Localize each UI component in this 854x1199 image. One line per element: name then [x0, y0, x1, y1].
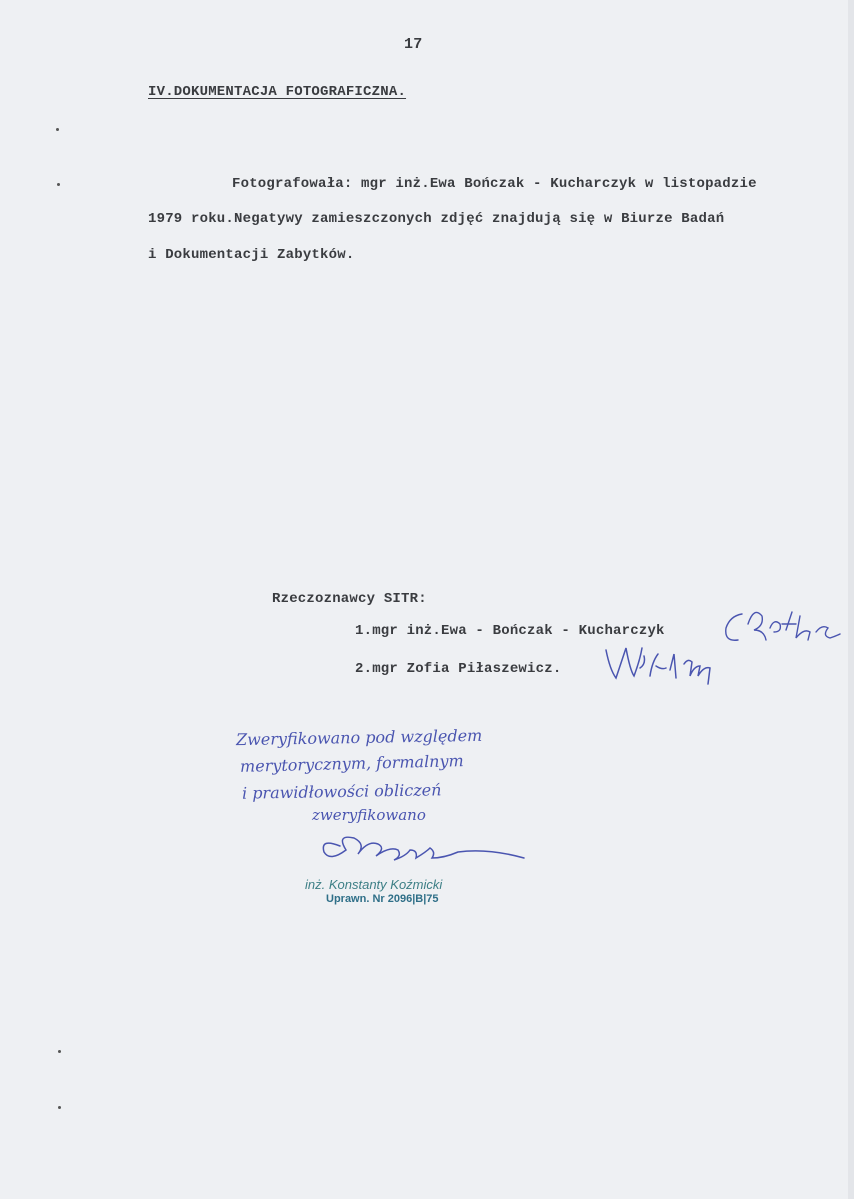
paragraph-line-2: 1979 roku.Negatywy zamieszczonych zdjęć znajdują się w Biurze Badań: [148, 211, 725, 227]
signature-3: [323, 837, 524, 860]
page-number: 17: [404, 36, 423, 53]
experts-label: Rzeczoznawcy SITR:: [272, 591, 427, 607]
paragraph-line-1: Fotografowała: mgr inż.Ewa Bończak - Kucharczyk w listopadzie: [232, 176, 757, 192]
stamp-permit: Uprawn. Nr 2096|B|75: [326, 893, 439, 905]
annotation-line: merytorycznym, formalnym: [239, 751, 464, 776]
signature-2: [606, 648, 710, 684]
expert-1: 1.mgr inż.Ewa - Bończak - Kucharczyk: [355, 623, 665, 639]
expert-2: 2.mgr Zofia Piłaszewicz.: [355, 661, 562, 677]
section-heading: IV.DOKUMENTACJA FOTOGRAFICZNA.: [148, 84, 407, 100]
annotation-line: i prawidłowości obliczeń: [241, 780, 442, 803]
annotation-line: Zweryfikowano pod względem: [235, 725, 483, 750]
stamp-name: inż. Konstanty Koźmicki: [305, 877, 443, 892]
annotation-line: zweryfikowano: [312, 806, 426, 824]
signature-1: [726, 612, 840, 640]
paragraph-line-3: i Dokumentacji Zabytków.: [148, 247, 355, 263]
